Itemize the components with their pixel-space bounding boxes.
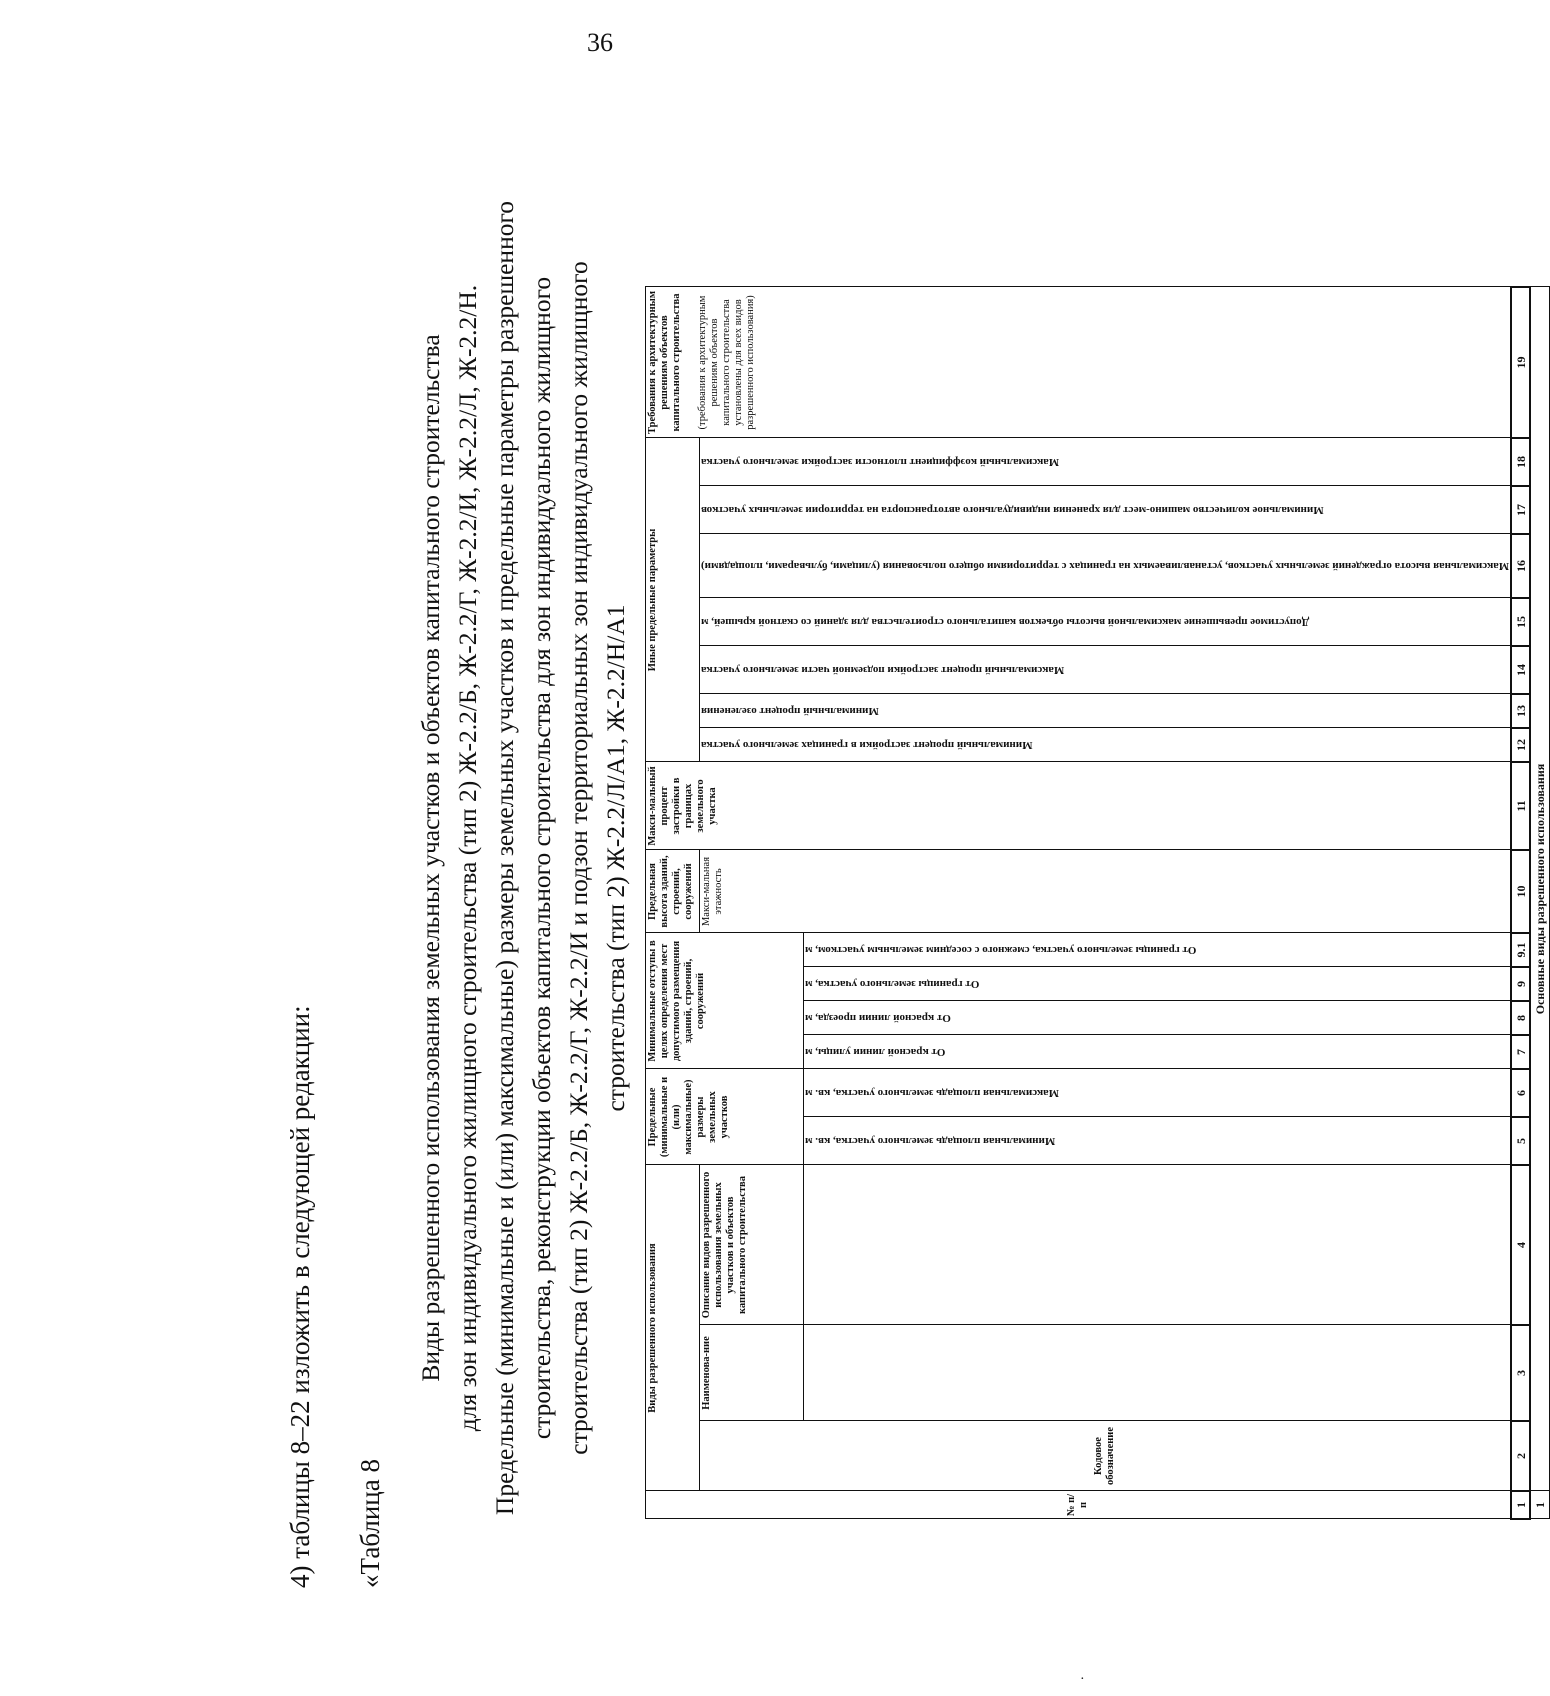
- heading-line: строительства (тип 2) Ж-2.2/Л/А1, Ж-2.2/Н/А1: [601, 604, 630, 1112]
- column-number: 13: [1511, 694, 1530, 728]
- rotated-page-content: [100, 48, 1547, 1648]
- parking-label: Минимальное количество машино-мест для хранения индивидуального автотранспорта на территории земельных участков: [701, 504, 1324, 516]
- column-number-row: [1511, 287, 1530, 1519]
- column-number: 11: [1511, 762, 1530, 850]
- header-max-underground: [700, 646, 1512, 694]
- column-number: 18: [1511, 438, 1530, 486]
- header-code: Кодовое обозначение: [700, 1421, 1512, 1491]
- section-number: 1: [1530, 1491, 1549, 1519]
- section-row: [1530, 287, 1549, 1519]
- header-setbacks: Минимальные отступы в целях определения мест допустимого размещения зданий, строений, сооружений: [646, 933, 804, 1069]
- table-label: «Таблица 8: [355, 1459, 385, 1588]
- column-number: 4: [1511, 1165, 1530, 1325]
- height-excess-label: Допустимое превышение максимальной высоты объектов капитального строительства для зданий со скатной крышей, м: [701, 616, 1310, 628]
- scan-mark: ·: [1080, 1672, 1085, 1687]
- column-number: 19: [1511, 287, 1530, 438]
- column-number: 3: [1511, 1325, 1530, 1421]
- page-number: 36: [587, 28, 613, 57]
- column-number: 8: [1511, 1001, 1530, 1035]
- plot-border-label: От границы земельного участка, м: [804, 978, 980, 990]
- header-plot-border: [803, 967, 1511, 1001]
- architecture-note: (требования к архитектурным решениям объектов капитального строительства установлены для всех видов разрешенного использования): [697, 295, 756, 430]
- column-number: 14: [1511, 646, 1530, 694]
- heading-line: Предельные (минимальные и (или) максимальные) размеры земельных участков и предельные параметры разрешенного: [490, 200, 519, 1516]
- header-row-number: № п/п: [646, 1491, 1512, 1519]
- header-min-build-percent: [700, 728, 1512, 762]
- min-area-label: Минимальная площадь земельного участка, кв. м: [804, 1135, 1056, 1147]
- header-other-params: Иные предельные параметры: [646, 438, 700, 762]
- heading-line: строительства (тип 2) Ж-2.2/Б, Ж-2.2/Г, Ж-2.2/И и подзон территориальных зон индивидуального жилищного: [564, 261, 593, 1455]
- fence-label: Максимальная высота ограждений земельных участков, устанавливаемых на границах с территориями общего пользования (улицами, бульварами, площадями): [701, 560, 1510, 572]
- table-heading: [412, 128, 634, 1588]
- adjacent-border-label: От границы земельного участка, смежного с соседним земельным участком, м: [804, 944, 1197, 956]
- header-min-green: [700, 694, 1512, 728]
- column-number: 17: [1511, 486, 1530, 534]
- column-number: 7: [1511, 1035, 1530, 1069]
- header-architecture: [646, 287, 1512, 438]
- header-height-excess: [700, 598, 1512, 646]
- header-min-area: [803, 1117, 1511, 1165]
- column-number: 9.1: [1511, 933, 1530, 967]
- column-number: 10: [1511, 850, 1530, 933]
- min-green-label: Минимальный процент озеленения: [701, 705, 879, 717]
- column-number: 6: [1511, 1069, 1530, 1117]
- regulations-table: [645, 286, 1550, 1520]
- header-name-empty: [803, 1325, 1511, 1421]
- header-adjacent-border: [803, 933, 1511, 967]
- header-permitted-use: Виды разрешенного использования: [646, 1165, 700, 1491]
- header-red-line-street: [803, 1035, 1511, 1069]
- max-area-label: Максимальная площадь земельного участка, кв. м: [804, 1087, 1059, 1099]
- section-label: Основные виды разрешенного использования: [1530, 287, 1549, 1491]
- column-number: 2: [1511, 1421, 1530, 1491]
- red-line-passage-label: От красной линии проезда, м: [804, 1012, 951, 1024]
- header-max-area: [803, 1069, 1511, 1117]
- column-number: 16: [1511, 534, 1530, 598]
- column-number: 1: [1511, 1491, 1530, 1519]
- column-number: 9: [1511, 967, 1530, 1001]
- header-description: Описание видов разрешенного использования земельных участков и объектов капитального строительства: [700, 1165, 804, 1325]
- column-number: 15: [1511, 598, 1530, 646]
- density-label: Максимальный коэффициент плотности застройки земельного участка: [701, 456, 1060, 468]
- header-plot-size: Предельные (минимальные и (или) максимальные) размеры земельных участков: [646, 1069, 804, 1165]
- heading-line: для зон индивидуального жилищного строительства (тип 2) Ж-2.2/Б, Ж-2.2/Г, Ж-2.2/И, Ж-2.2/Л, Ж-2.2/Н.: [453, 284, 482, 1432]
- column-number: 5: [1511, 1117, 1530, 1165]
- intro-text: 4) таблицы 8–22 изложить в следующей редакции:: [285, 1005, 315, 1588]
- header-fence: [700, 534, 1512, 598]
- heading-line: строительства, реконструкции объектов капитального строительства для зон индивидуального жилищного: [527, 276, 556, 1440]
- max-underground-label: Максимальный процент застройки подземной части земельного участка: [701, 664, 1065, 676]
- header-max-floors: Макси-мальная этажность: [700, 850, 1512, 933]
- header-density: [700, 438, 1512, 486]
- header-description-empty: [803, 1165, 1511, 1325]
- architecture-title: Требования к архитектурным решениям объектов капитального строительства: [647, 291, 682, 434]
- heading-line: Виды разрешенного использования земельных участков и объектов капитального строительства: [416, 334, 445, 1382]
- header-parking: [700, 486, 1512, 534]
- red-line-street-label: От красной линии улицы, м: [804, 1046, 946, 1058]
- header-max-build-percent: Макси-мальный процент застройки в границах земельного участка: [646, 762, 1512, 850]
- header-height: Предельная высота зданий, строений, сооружений: [646, 850, 700, 933]
- header-red-line-passage: [803, 1001, 1511, 1035]
- column-number: 12: [1511, 728, 1530, 762]
- min-build-percent-label: Минимальный процент застройки в границах земельного участка: [701, 739, 1033, 751]
- header-name: Наименова-ние: [700, 1325, 804, 1421]
